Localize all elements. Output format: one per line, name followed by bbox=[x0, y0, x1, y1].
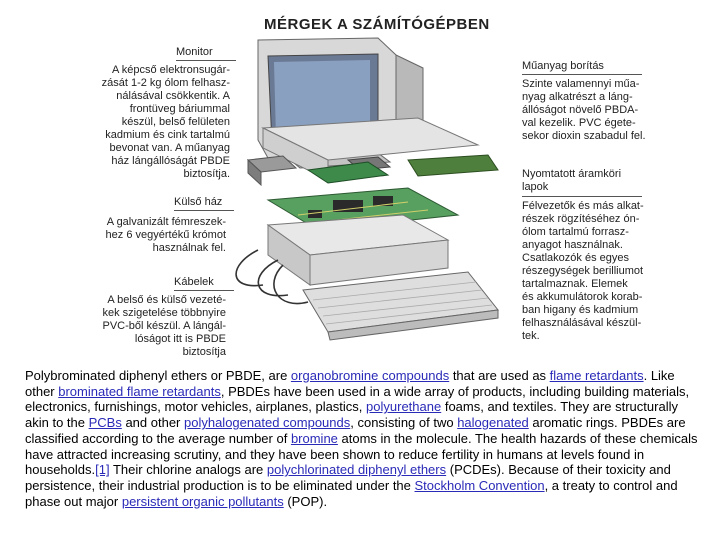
monitor-heading-rule bbox=[176, 60, 236, 61]
link-pcbs[interactable]: PCBs bbox=[88, 415, 122, 431]
case-chassis-drawing bbox=[268, 215, 448, 285]
link-polyhalogenated-compounds[interactable]: polyhalogenated compounds bbox=[184, 415, 351, 431]
link-brominated-flame-retardants[interactable]: brominated flame retardants bbox=[58, 383, 221, 399]
kulso-haz-text: A galvanizált fémreszek- hez 6 vegyértékű krómot használnak fel. bbox=[105, 216, 226, 254]
muanyag-heading: Műanyag borítás bbox=[522, 60, 604, 72]
muanyag-text: Szinte valamennyi műa- nyag alkatrészt a láng- állóságot növelő PBDA- val kezelik. PVC égete- sekor dioxin szabadul fel. bbox=[522, 78, 646, 142]
link-flame-retardants[interactable]: flame retardants bbox=[549, 368, 644, 383]
link-reference-1[interactable]: [1] bbox=[95, 462, 110, 478]
link-stockholm-convention[interactable]: Stockholm Convention bbox=[414, 477, 545, 493]
figure-title: MÉRGEK A SZÁMÍTÓGÉPBEN bbox=[264, 16, 490, 33]
link-bromine[interactable]: bromine bbox=[290, 430, 338, 446]
aramkori-text: Félvezetők és más alkat- részek rögzítéséhez ón- ólom tartalmú forrasz- anyagot használnak. Csatlakozók és egyes részegységek berilliumot tartalmaznak. Elemek és akkumulátorok korab- ban higany és kadmium felhasználásával készül- tek. bbox=[522, 200, 644, 342]
aramkori-heading-rule bbox=[522, 196, 642, 197]
link-persistent-organic-pollutants[interactable]: persistent organic pollutants bbox=[121, 493, 284, 509]
kulso-haz-heading: Külső ház bbox=[174, 196, 223, 208]
kabelek-heading-rule bbox=[174, 290, 234, 291]
muanyag-heading-rule bbox=[522, 74, 642, 75]
kabelek-text: A belső és külső vezeté- kek szigetelése többnyire PVC-ből készül. A lángál- lóságot itt is PBDE biztosítja bbox=[102, 294, 226, 358]
link-polychlorinated-diphenyl-ethers[interactable]: polychlorinated diphenyl ethers bbox=[266, 462, 447, 478]
kulso-haz-heading-rule bbox=[174, 210, 234, 211]
link-halogenated[interactable]: halogenated bbox=[457, 415, 529, 431]
kabelek-heading: Kábelek bbox=[174, 276, 214, 288]
caption-paragraph: Polybrominated diphenyl ethers or PBDE, are organobromine compounds that are used as flame retardants. Like other brominated flame retardants, PBDEs have been used in a wide array of products, including building materials, electronics, furnishings, motor vehicles, airplanes, plastics, polyurethane foams, and textiles. They are structurally akin to the PCBs and other polyhalogenated compounds, consisting of two halogenated aromatic rings. PBDEs are classified according to the average number of bromine atoms in the molecule. The health hazards of these chemicals have attracted increasing scrutiny, and they have been shown to reduce fertility in humans at levels found in households.[1] Their chlorine analogs are polychlorinated diphenyl ethers (PCDEs). Because of their toxicity and persistence, their industrial production is to be eliminated under the Stockholm Convention, a treaty to control and phase out major persistent organic pollutants (POP). bbox=[25, 368, 698, 509]
link-organobromine-compounds[interactable]: organobromine compounds bbox=[290, 368, 450, 383]
monitor-heading: Monitor bbox=[176, 46, 213, 58]
link-polyurethane[interactable]: polyurethane bbox=[366, 399, 442, 415]
aramkori-heading: Nyomtatott áramköri lapok bbox=[522, 168, 622, 193]
monitor-text: A képcső elektronsugár- zását 1-2 kg ólom felhasz- nálásával csökkentik. A frontüveg báriummal készül, belső felületen kadmium és cink tartalmú bevonat van. A műanyag ház lángállóságát PBDE biztosítja. bbox=[101, 64, 230, 180]
